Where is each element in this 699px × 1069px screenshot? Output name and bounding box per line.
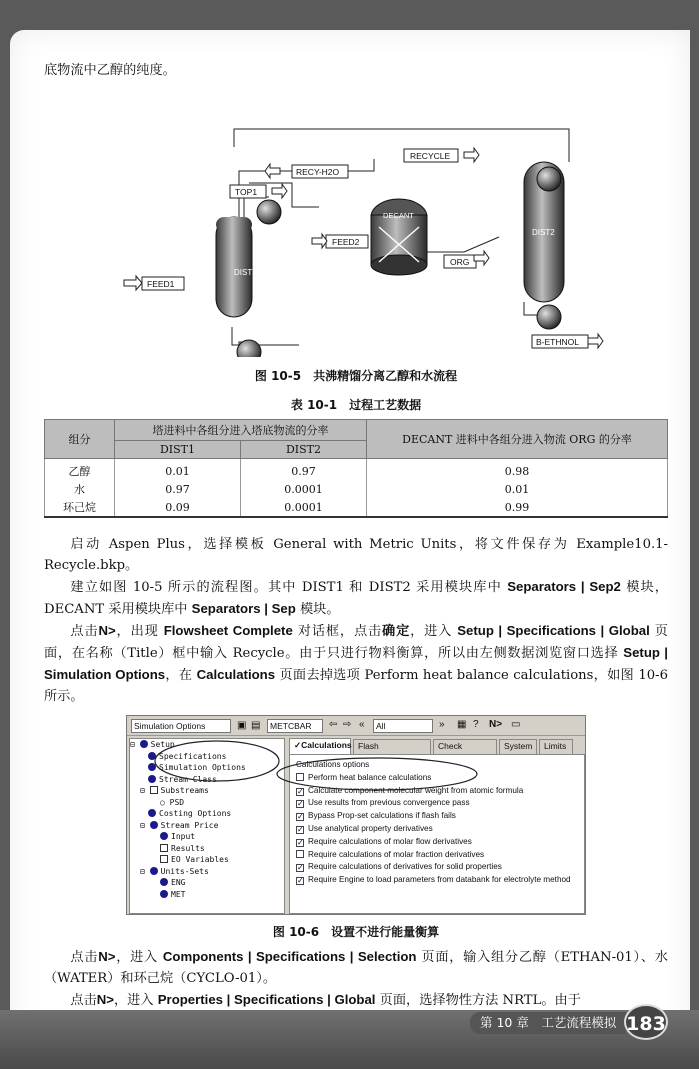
last-icon[interactable]: »	[439, 719, 445, 730]
tree-item-results[interactable]: Results	[130, 843, 284, 855]
tree-item-specifications[interactable]: Specifications	[130, 751, 284, 763]
figure-10-5-caption: 图 10-5 共沸精馏分离乙醇和水流程	[254, 369, 458, 383]
next-icon: N>	[96, 992, 114, 1007]
first-icon[interactable]: «	[359, 719, 365, 730]
reboiler-1[interactable]	[237, 340, 261, 357]
tree-item-met[interactable]: MET	[130, 889, 284, 901]
dist2-label: DIST2	[532, 228, 555, 237]
table-title: 表 10-1 过程工艺数据	[290, 398, 422, 412]
group-title: Calculations options	[296, 760, 370, 769]
sim-options-combo[interactable]: Simulation Options	[131, 719, 231, 733]
dist1-label: DIST1	[234, 268, 257, 277]
b-ethnol-arrow	[588, 334, 603, 348]
stream-b-ethnol: B-ETHNOL	[536, 337, 579, 347]
paragraph-3: 点击N>，出现 Flowsheet Complete 对话框，点击确定，进入 Setup | Specifications | Global 页面，在名称（Title）框中输入 Recycle。由于只进行物料衡算，所以由左侧数据浏览窗口选择 Setup | Simulation Options，在 Calculations 页面去掉选项 Perform heat balance calculations，如图 10-6 所示。	[44, 623, 668, 704]
tab-limits[interactable]: Limits	[539, 739, 573, 754]
help-icon[interactable]: ?	[473, 719, 479, 730]
tab-calculations[interactable]: ✓Calculations	[289, 738, 351, 754]
tab-flash-convergence[interactable]: Flash	[353, 739, 431, 754]
th-tower: 塔进料中各组分进入塔底物流的分率	[115, 420, 367, 441]
tree-item-stream-class[interactable]: Stream Class	[130, 774, 284, 786]
aspen-toolbar	[127, 716, 585, 736]
back-icon[interactable]: ⇦	[329, 719, 338, 730]
all-combo[interactable]: All	[373, 719, 433, 733]
next-icon: N>	[98, 949, 116, 964]
tree-item-input[interactable]: Input	[130, 831, 284, 843]
recy-h2o-arrow	[265, 164, 280, 178]
option-row[interactable]: ✓ Bypass Prop-set calculations if flash fails	[297, 811, 456, 822]
reboiler-2[interactable]	[537, 305, 561, 329]
paragraph-4: 点击N>，进入 Components | Specifications | Selection 页面，输入组分乙醇（ETHAN-01）、水（WATER）和环己烷（CYCLO-01）。	[44, 949, 668, 986]
tree-item-units-sets[interactable]: ⊟ Units-Sets	[140, 866, 209, 876]
option-row[interactable]: ✓ Require calculations of molar flow derivatives	[297, 836, 472, 847]
book-page	[10, 30, 690, 1060]
option-row[interactable]: ✓ Use results from previous convergence pass	[297, 798, 470, 809]
paragraph-1: 启动 Aspen Plus，选择模板 General with Metric Units，将文件保存为 Example10.1-Recycle.bkp。	[44, 537, 668, 573]
options-panel	[289, 738, 585, 914]
save-icon[interactable]: ▦	[457, 719, 467, 730]
tree-item-psd[interactable]: ○ PSD	[160, 797, 185, 807]
decant-label: DECANT	[383, 211, 414, 220]
reset-icon[interactable]: ▭	[511, 719, 521, 730]
flowsheet-figure	[44, 87, 668, 357]
process-data-table	[44, 419, 668, 518]
tree-item-costing-options[interactable]: Costing Options	[130, 808, 284, 820]
stream-recy-h2o: RECY-H2O	[296, 167, 340, 177]
feed2-arrow	[312, 234, 327, 248]
condenser-2[interactable]	[537, 167, 561, 191]
th-dist1: DIST1	[115, 441, 241, 459]
tree-item-simulation-options[interactable]: Simulation Options	[130, 762, 284, 774]
figure-10-6-caption: 图 10-6 设置不进行能量衡算	[272, 925, 440, 939]
tree-item-stream-price[interactable]: ⊟ Stream Price	[140, 820, 219, 830]
tab-check-results[interactable]: Check	[433, 739, 497, 754]
paragraph-5: 点击N>，进入 Properties | Specifications | Global 页面，选择物性方法 NRTL。由于	[70, 992, 581, 1008]
forward-icon[interactable]: ⇨	[343, 719, 352, 730]
top-text: 底物流中乙醇的纯度。	[44, 63, 176, 78]
tree-item-substreams[interactable]: ⊟ Substreams	[140, 786, 209, 795]
option-row[interactable]: ✓ Use analytical property derivatives	[297, 823, 433, 834]
calculations-options	[289, 754, 585, 914]
next-button[interactable]: N>	[489, 719, 503, 730]
tree-item-eng[interactable]: ENG	[130, 877, 284, 889]
option-row[interactable]: Perform heat balance calculations	[296, 772, 578, 785]
tree-item-setup[interactable]: ⊟ Setup	[130, 740, 175, 749]
th-decant: DECANT 进料中各组分进入物流 ORG 的分率	[367, 420, 668, 459]
recycle-arrow	[464, 148, 479, 162]
tab-bar	[289, 738, 585, 754]
top1-arrow	[272, 184, 287, 198]
table-row: 水 0.97 0.0001 0.01	[45, 480, 668, 498]
units-combo[interactable]: METCBAR	[267, 719, 323, 733]
stream-top1: TOP1	[235, 187, 258, 197]
option-row[interactable]: ✓ Require calculations of derivatives for solid properties	[297, 862, 502, 873]
th-dist2: DIST2	[241, 441, 367, 459]
tab-system[interactable]: System	[499, 739, 537, 754]
aspen-screenshot	[126, 715, 586, 915]
data-browser-tree	[129, 738, 285, 914]
page-content	[44, 60, 668, 1011]
option-row[interactable]: ✓ Require Engine to load parameters from databank for electrolyte method	[297, 875, 571, 886]
page-number: 183	[624, 1004, 668, 1040]
folder-icon[interactable]: ▣	[237, 720, 247, 731]
table-row: 乙醇 0.01 0.97 0.98	[45, 459, 668, 481]
option-row[interactable]: ✓ Calculate component molecular weight from atomic formula	[297, 785, 524, 796]
flowsheet-svg	[44, 87, 668, 357]
next-icon: N>	[98, 623, 116, 638]
tree-item-eo-variables[interactable]: EO Variables	[130, 854, 284, 866]
stream-recycle: RECYCLE	[410, 151, 451, 161]
table-row: 环己烷 0.09 0.0001 0.99	[45, 498, 668, 517]
stream-feed2: FEED2	[332, 237, 360, 247]
grid-icon[interactable]: ▤	[251, 720, 261, 731]
chapter-label: 第 10 章 工艺流程模拟	[470, 1012, 626, 1034]
paragraph-2: 建立如图 10-5 所示的流程图。其中 DIST1 和 DIST2 采用模块库中 Separators | Sep2 模块，DECANT 采用模块库中 Separators | Sep 模块。	[44, 579, 668, 617]
stream-org: ORG	[450, 257, 470, 267]
dist1-column[interactable]	[216, 217, 252, 317]
stream-feed1: FEED1	[147, 279, 175, 289]
feed1-arrow	[124, 276, 142, 290]
th-component: 组分	[45, 420, 115, 459]
condenser-1[interactable]	[257, 200, 281, 224]
option-row[interactable]: Require calculations of molar fraction derivatives	[296, 849, 578, 862]
